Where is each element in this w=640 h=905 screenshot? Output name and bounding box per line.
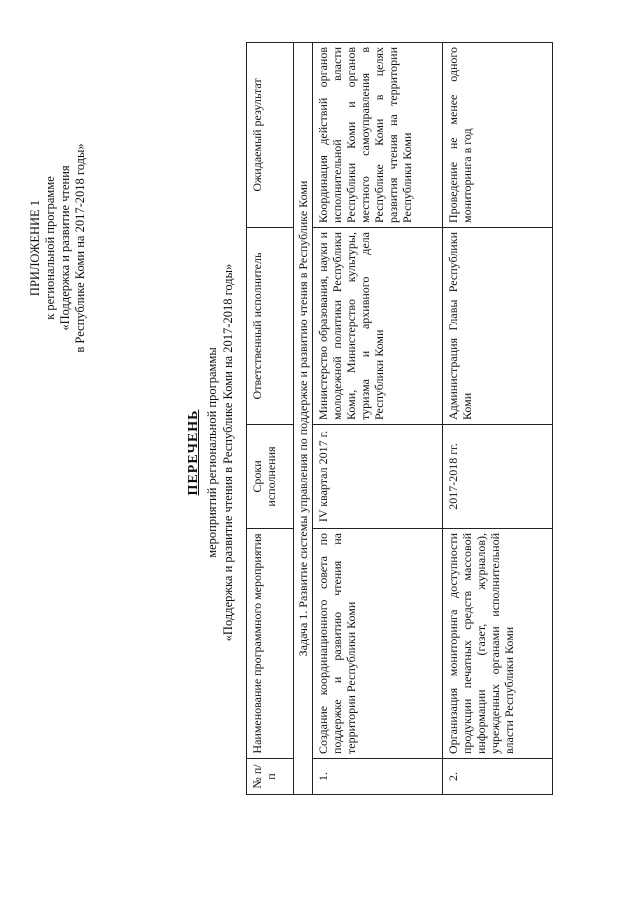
measures-table bbox=[246, 42, 553, 795]
row-executor: Министерство образования, науки и молодежной политики Республики Коми, Министерство культуры, туризма и архивного дела Республики Коми bbox=[313, 228, 443, 425]
document-title: ПЕРЕЧЕНЬ bbox=[186, 409, 201, 496]
table-row bbox=[443, 43, 553, 795]
row-measure-name: Организация мониторинга доступности продукции печатных средств массовой информации (газет, журналов), учрежденных органами исполнительной власти Республики Коми bbox=[443, 529, 553, 759]
header-term: Сроки исполнения bbox=[247, 425, 294, 529]
table-header-row bbox=[247, 43, 294, 795]
row-number: 2. bbox=[443, 759, 553, 795]
appendix-title: ПРИЛОЖЕНИЕ 1 bbox=[28, 199, 42, 297]
task-row bbox=[294, 43, 313, 795]
document-subtitle-program: «Поддержка и развитие чтения в Республике Коми на 2017-2018 годы» bbox=[221, 263, 235, 642]
appendix-line: к региональной программе bbox=[43, 176, 57, 320]
row-measure-name: Создание координационного совета по поддержке и развитию чтения на территории Республики Коми bbox=[313, 529, 443, 759]
row-term: IV квартал 2017 г. bbox=[313, 425, 443, 529]
document-subtitle: мероприятий региональной программы bbox=[205, 347, 219, 558]
header-name: Наименование программного мероприятия bbox=[247, 529, 294, 759]
appendix-line: в Республике Коми на 2017-2018 годы» bbox=[73, 143, 87, 353]
row-number: 1. bbox=[313, 759, 443, 795]
table-row bbox=[313, 43, 443, 795]
row-result: Проведение не менее одного мониторинга в год bbox=[443, 43, 553, 228]
row-executor: Администрация Главы Республики Коми bbox=[443, 228, 553, 425]
appendix-block bbox=[28, 88, 88, 408]
header-number: № п/п bbox=[247, 759, 294, 795]
row-result: Координация действий органов исполнительной власти Республики Коми и органов местного самоуправления в Республике Коми в целях развития чтения на территории Республики Коми bbox=[313, 43, 443, 228]
task-title: Задача 1. Развитие системы управления по поддержке и развитию чтения в Республике Коми bbox=[294, 43, 313, 795]
header-result: Ожидаемый результат bbox=[247, 43, 294, 228]
header-executor: Ответственный исполнитель bbox=[247, 228, 294, 425]
appendix-line: «Поддержка и развитие чтения bbox=[58, 165, 72, 331]
row-term: 2017-2018 гг. bbox=[443, 425, 553, 529]
